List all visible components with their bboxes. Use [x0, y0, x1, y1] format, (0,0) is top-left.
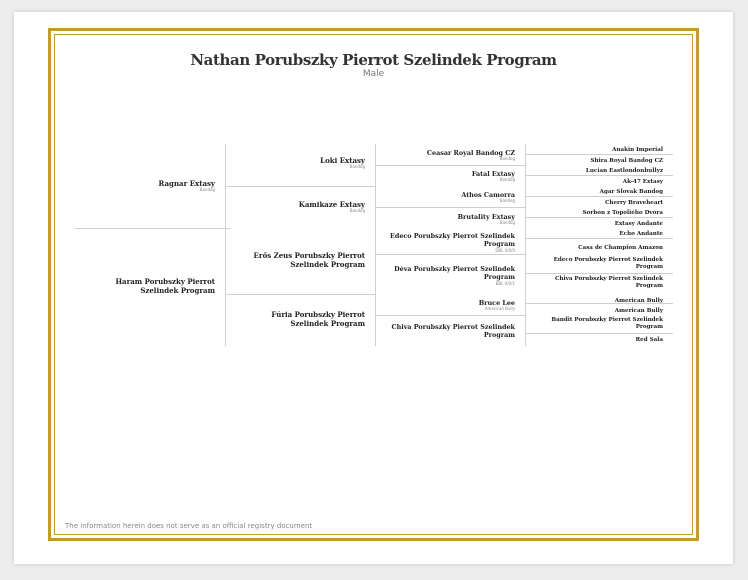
gen4-name: American Bully: [614, 298, 663, 304]
gen3-node: [381, 213, 515, 226]
gen3-breed: American Bully: [484, 306, 515, 312]
gen3-node: [381, 170, 515, 183]
gen3-breed: Bandog: [499, 156, 515, 162]
gen4-node: [531, 317, 663, 332]
gen3-name: Athos Camorra: [461, 191, 515, 199]
gen3-node: [381, 323, 515, 340]
gen4-node: [531, 245, 663, 252]
gen3-name: Déva Porubszky Pierrot Szelindek Program: [394, 265, 515, 282]
divider: [375, 165, 525, 166]
gen3-breed: Bandog: [499, 198, 515, 204]
gen3-breed: DBL 0/0/0: [495, 247, 515, 253]
gold-frame: [48, 28, 699, 541]
granddam-paternal-breed: Bandog: [349, 208, 365, 214]
grandsire-maternal-node: [231, 251, 365, 269]
gen3-node: [381, 299, 515, 312]
gen4-name: Casa de Champion Amazon: [578, 245, 663, 251]
gen3-node: [381, 265, 515, 286]
gen4-node: [531, 210, 663, 217]
granddam-paternal-name: Kamikaze Extasy: [298, 200, 365, 209]
gen4-node: [531, 231, 663, 238]
gen3-node: [381, 232, 515, 253]
gen4-name: Lucian Eastlondonbullyz: [585, 168, 663, 174]
gen4-node: [531, 257, 663, 272]
gen3-name: Brutality Extasy: [457, 213, 515, 221]
sex-label: Male: [362, 69, 385, 79]
divider: [225, 144, 226, 346]
gen4-name: Chiva Porubszky Pierrot Szelindek Program: [554, 276, 663, 290]
granddam-paternal-node: [231, 200, 365, 214]
gen3-breed: Bandog: [499, 220, 515, 226]
gen4-name: Cherry Braveheart: [604, 200, 663, 206]
gen3-name: Edeco Porubszky Pierrot Szelindek Program: [389, 232, 515, 249]
gen3-node: [381, 191, 515, 204]
gen4-node: [531, 337, 663, 344]
page-title: Nathan Porubszky Pierrot Szelindek Program: [190, 51, 557, 69]
gold-frame-inner: [54, 34, 693, 535]
gen4-name: Sorbon z Topoliého Dvora: [582, 210, 663, 216]
gen3-breed: BBL 0/0/1: [495, 280, 515, 286]
sire-node: [79, 179, 215, 193]
dam-node: [79, 277, 215, 295]
sire-breed: Bandog: [199, 187, 215, 193]
grandsire-paternal-name: Loki Extasy: [320, 156, 365, 165]
gen4-node: [531, 221, 663, 228]
gen3-name: Chiva Porubszky Pierrot Szelindek Program: [391, 323, 515, 340]
gen4-name: Bandit Porubszky Pierrot Szelindek Program: [551, 317, 663, 331]
divider: [75, 228, 230, 229]
gen4-node: [531, 147, 663, 154]
granddam-maternal-node: [231, 310, 365, 328]
gen4-name: Red Sala: [635, 337, 663, 343]
divider: [525, 333, 673, 334]
gen3-breed: Bandog: [499, 177, 515, 183]
gen4-name: Edeco Porubszky Pierrot Szelindek Program: [553, 257, 663, 271]
gen4-name: Agar Slovak Bandog: [599, 189, 663, 195]
gen4-node: [531, 276, 663, 291]
divider: [225, 294, 375, 295]
gen4-node: [531, 308, 663, 315]
gen4-name: Echo Andante: [619, 231, 663, 237]
gen4-name: American Bully: [614, 308, 663, 314]
dam-name: Haram Porubszky Pierrot Szelindek Program: [115, 277, 215, 296]
gen3-name: Ceasar Royal Bandog CZ: [426, 149, 515, 157]
gen4-name: Shira Royal Bandog CZ: [590, 158, 663, 164]
divider: [375, 207, 525, 208]
gen4-node: [531, 298, 663, 305]
gen4-node: [531, 189, 663, 196]
granddam-maternal-name: Fúria Porubszky Pierrot Szelindek Program: [271, 310, 365, 329]
gen4-node: [531, 158, 663, 165]
gen4-node: [531, 168, 663, 175]
divider: [225, 186, 375, 187]
gen4-name: Ak-47 Extasy: [622, 179, 663, 185]
grandsire-maternal-name: Erős Zeus Porubszky Pierrot Szelindek Program: [253, 251, 365, 270]
gen3-node: [381, 149, 515, 162]
grandsire-paternal-node: [231, 156, 365, 170]
divider: [375, 315, 525, 316]
gen4-node: [531, 179, 663, 186]
gen3-name: Bruce Lee: [478, 299, 515, 307]
gen4-name: Anakin Imperial: [612, 147, 663, 153]
gen3-name: Fatal Extasy: [471, 170, 515, 178]
divider: [525, 273, 673, 274]
divider: [375, 254, 525, 255]
pedigree-page: [14, 12, 733, 564]
grandsire-paternal-breed: Bandog: [349, 164, 365, 170]
gen4-node: [531, 200, 663, 207]
disclaimer: The information herein does not serve as an official registry document: [65, 522, 313, 530]
gen4-name: Extasy Andante: [614, 221, 663, 227]
sire-name: Ragnar Extasy: [158, 179, 215, 188]
